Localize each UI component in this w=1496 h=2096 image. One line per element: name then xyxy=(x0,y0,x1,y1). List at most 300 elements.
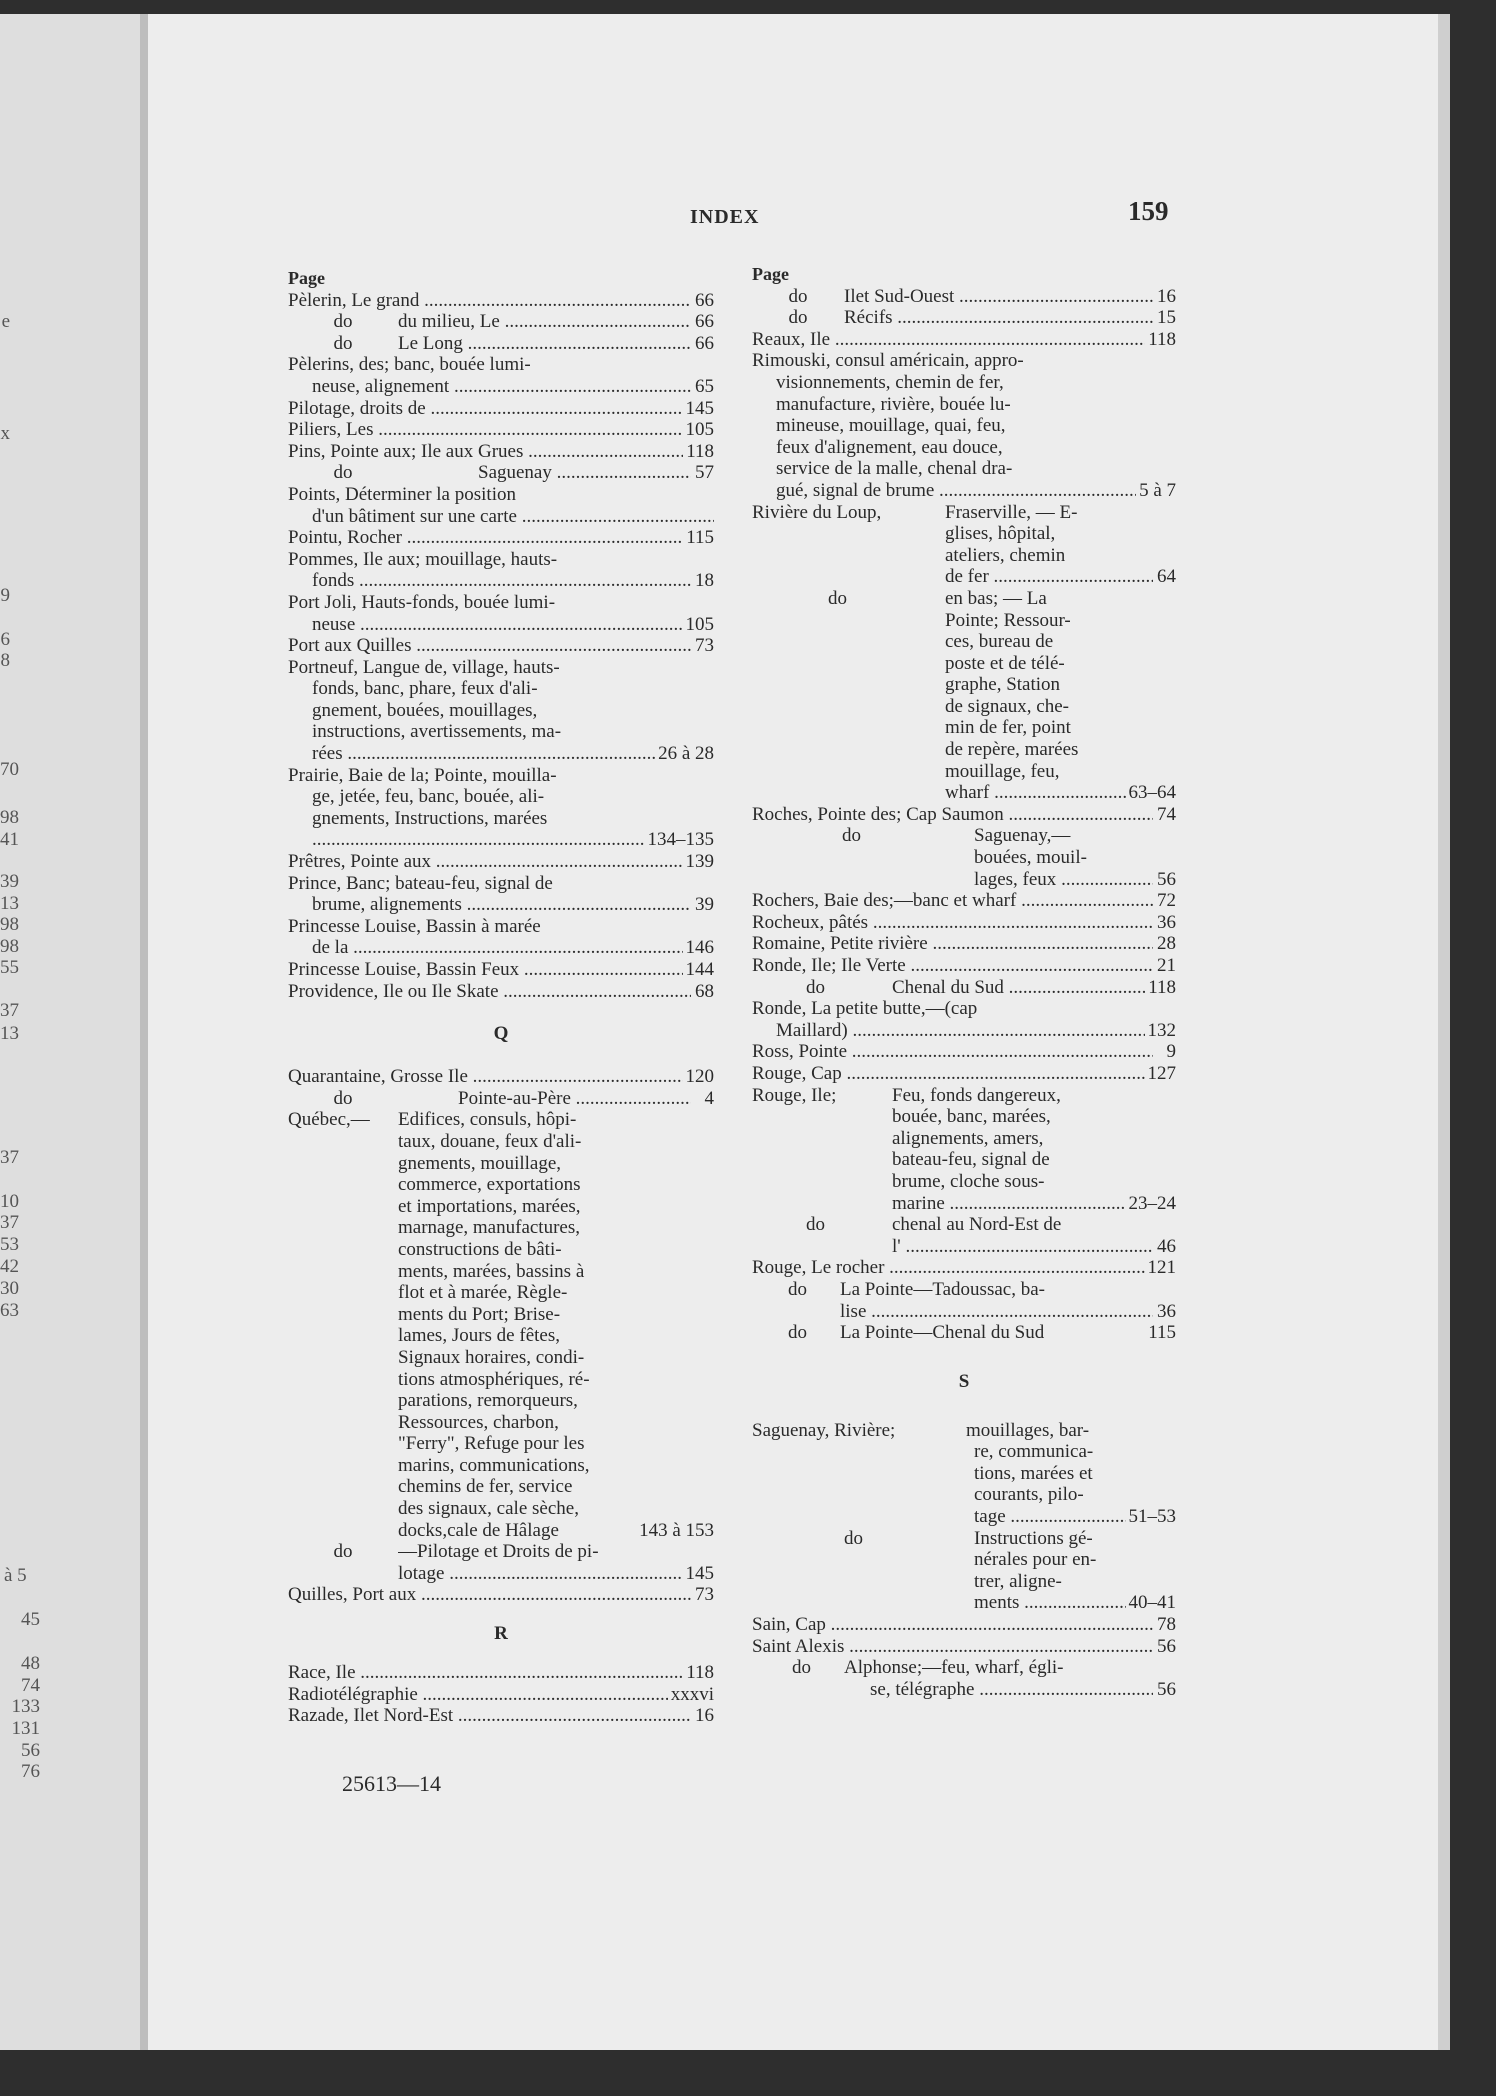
entry-text: re, communica- xyxy=(974,1441,1094,1463)
entry-text: Chenal du Sud ..... xyxy=(892,977,1145,999)
index-entry xyxy=(288,1066,714,1088)
index-entry xyxy=(288,506,714,528)
entry-text: do xyxy=(333,311,353,333)
index-entry xyxy=(288,1584,714,1606)
index-entry xyxy=(288,1196,714,1218)
index-entry xyxy=(752,502,1176,524)
page-reference: xxxvi xyxy=(670,1683,714,1705)
index-entry xyxy=(288,1088,714,1110)
index-entry xyxy=(752,782,1176,804)
entry-text: docks,cale de Hâlage xyxy=(398,1519,559,1541)
margin-number: 48 xyxy=(21,1653,40,1674)
margin-number: 39 xyxy=(0,871,19,892)
margin-number: 8 xyxy=(0,650,10,671)
index-entry xyxy=(288,1684,714,1706)
index-entry xyxy=(752,588,1176,610)
entry-text: Piliers, Les ..... xyxy=(288,419,683,441)
index-entry xyxy=(752,1614,1176,1636)
page-reference: 73 xyxy=(695,1584,714,1606)
entry-text: d'un bâtiment sur une carte ..... xyxy=(312,506,714,528)
margin-number: 30 xyxy=(0,1278,19,1299)
entry-text: do xyxy=(788,307,808,329)
index-entry xyxy=(288,462,714,484)
entry-text: Saint Alexis ..... xyxy=(752,1636,1153,1658)
page-reference: 134–135 xyxy=(647,829,714,851)
margin-number: 37 xyxy=(0,1212,19,1233)
entry-text: courants, pilo- xyxy=(974,1484,1084,1506)
index-entry xyxy=(288,1217,714,1239)
entry-text: Quarantaine, Grosse Ile ..... xyxy=(288,1066,683,1088)
index-entry xyxy=(752,933,1176,955)
margin-number: 63 xyxy=(0,1300,19,1321)
index-entry xyxy=(288,916,714,938)
margin-number: e xyxy=(1,311,10,332)
index-entry xyxy=(752,1020,1176,1042)
right-page-edge xyxy=(1438,14,1450,2050)
margin-number: à 5 xyxy=(4,1565,27,1586)
index-entry xyxy=(752,847,1176,869)
entry-text: chemins de fer, service xyxy=(398,1476,573,1498)
index-entry xyxy=(752,653,1176,675)
entry-text: chenal au Nord-Est de xyxy=(892,1214,1062,1236)
entry-text: do xyxy=(806,976,825,998)
page-reference: 40–41 xyxy=(1128,1592,1176,1614)
index-entry xyxy=(288,398,714,420)
page-reference: 66 xyxy=(695,289,714,311)
page-reference: 145 xyxy=(685,397,714,419)
entry-text: Prêtres, Pointe aux ..... xyxy=(288,851,683,873)
entry-text xyxy=(312,829,645,851)
section-letter-q: Q xyxy=(493,1023,509,1045)
entry-text: ces, bureau de xyxy=(945,631,1054,653)
index-entry xyxy=(288,1520,714,1542)
entry-text: Rochers, Baie des;—banc et wharf ..... xyxy=(752,890,1153,912)
entry-text: tions atmosphériques, ré- xyxy=(398,1368,590,1390)
entry-text: instructions, avertissements, ma- xyxy=(312,721,562,743)
entry-text: Princesse Louise, Bassin à marée xyxy=(288,915,541,937)
entry-text: wharf ..... xyxy=(945,782,1126,804)
entry-text: Pilotage, droits de ..... xyxy=(288,398,683,420)
entry-text: Fraserville, — E- xyxy=(945,501,1078,523)
page-reference: 132 xyxy=(1147,1019,1176,1041)
index-entry xyxy=(288,765,714,787)
entry-text: Rouge, Cap ..... xyxy=(752,1063,1145,1085)
index-entry xyxy=(752,1171,1176,1193)
index-entry xyxy=(288,1347,714,1369)
page-column-heading: Page xyxy=(288,268,325,288)
entry-text: marins, communications, xyxy=(398,1454,590,1476)
entry-text: Ronde, La petite butte,—(cap xyxy=(752,998,978,1020)
index-entry xyxy=(288,290,714,312)
margin-number: 42 xyxy=(0,1256,19,1277)
entry-text: Québec,— xyxy=(288,1109,370,1131)
entry-text: do xyxy=(792,1657,811,1679)
index-entry xyxy=(288,829,714,851)
entry-text: de signaux, che- xyxy=(945,695,1069,717)
entry-text: Pointe-au-Père ..... xyxy=(398,1088,691,1110)
entry-text: Instructions gé- xyxy=(974,1527,1093,1549)
index-entry xyxy=(288,678,714,700)
entry-text: Romaine, Petite rivière ..... xyxy=(752,933,1153,955)
entry-text: poste et de télé- xyxy=(945,652,1065,674)
index-entry xyxy=(288,1282,714,1304)
index-entry xyxy=(752,1322,1176,1344)
entry-text: do xyxy=(842,825,861,847)
index-entry xyxy=(752,307,1176,329)
page-reference: 64 xyxy=(1157,566,1176,588)
entry-text: ments ..... xyxy=(974,1592,1126,1614)
entry-text: gnements, mouillage, xyxy=(398,1152,562,1174)
entry-text: Alphonse;—feu, wharf, égli- xyxy=(844,1657,1064,1679)
page-reference: 18 xyxy=(695,570,714,592)
index-entry xyxy=(288,1541,714,1563)
index-entry xyxy=(752,1041,1176,1063)
entry-text: de la ..... xyxy=(312,937,683,959)
entry-text: Points, Déterminer la position xyxy=(288,483,516,505)
margin-number: 10 xyxy=(0,1191,19,1212)
page-reference: 28 xyxy=(1157,933,1176,955)
index-entry xyxy=(288,311,714,333)
entry-text: taux, douane, feux d'ali- xyxy=(398,1130,582,1152)
entry-text: Ressources, charbon, xyxy=(398,1411,559,1433)
entry-text: Saguenay,— xyxy=(974,825,1071,847)
index-entry xyxy=(288,1153,714,1175)
entry-text: lages, feux ..... xyxy=(974,869,1153,891)
page-reference: 65 xyxy=(695,375,714,397)
margin-number: 9 xyxy=(0,585,10,606)
index-entry xyxy=(288,959,714,981)
entry-text: ments du Port; Brise- xyxy=(398,1303,561,1325)
page-reference: 118 xyxy=(686,1662,714,1684)
index-entry xyxy=(752,869,1176,891)
index-entry xyxy=(752,1257,1176,1279)
index-entry xyxy=(752,394,1176,416)
entry-text: flot et à marée, Règle- xyxy=(398,1282,568,1304)
index-entry xyxy=(288,937,714,959)
entry-text: Portneuf, Langue de, village, hauts- xyxy=(288,656,560,678)
entry-text: Maillard) ..... xyxy=(776,1020,1145,1042)
page-reference: 56 xyxy=(1157,868,1176,890)
entry-text: commerce, exportations xyxy=(398,1174,581,1196)
index-entry xyxy=(752,1657,1176,1679)
page-reference: 36 xyxy=(1157,1300,1176,1322)
entry-text: mouillage, feu, xyxy=(945,760,1060,782)
index-entry xyxy=(288,1239,714,1261)
entry-text: Pointu, Rocher ..... xyxy=(288,527,683,549)
entry-text: Saguenay, Rivière; xyxy=(752,1419,896,1441)
index-column-left xyxy=(288,268,714,1727)
index-entry xyxy=(752,739,1176,761)
index-entry xyxy=(752,1279,1176,1301)
entry-text: do xyxy=(333,332,353,354)
index-entry xyxy=(752,1106,1176,1128)
page-reference: 46 xyxy=(1157,1235,1176,1257)
margin-number: 37 xyxy=(0,1000,19,1021)
entry-text: Radiotélégraphie ..... xyxy=(288,1684,668,1706)
entry-text: tage ..... xyxy=(974,1506,1126,1528)
entry-text: Princesse Louise, Bassin Feux ..... xyxy=(288,959,683,981)
index-entry xyxy=(288,786,714,808)
index-entry xyxy=(752,1571,1176,1593)
entry-text: feux d'alignement, eau douce, xyxy=(776,436,1003,458)
entry-text: Rivière du Loup, xyxy=(752,501,882,523)
margin-number: 37 xyxy=(0,1147,19,1168)
index-entry xyxy=(288,635,714,657)
index-entry xyxy=(288,721,714,743)
entry-text: neuse, alignement ..... xyxy=(312,376,691,398)
page-title: INDEX xyxy=(690,206,760,228)
entry-text: lise ..... xyxy=(840,1301,1153,1323)
index-entry xyxy=(288,527,714,549)
margin-number: 133 xyxy=(11,1696,40,1717)
entry-text: manufacture, rivière, bouée lu- xyxy=(776,393,1011,415)
page-reference: 21 xyxy=(1157,955,1176,976)
entry-text: l' ..... xyxy=(892,1236,1153,1258)
entry-text: trer, aligne- xyxy=(974,1570,1062,1592)
page-reference: 73 xyxy=(695,635,714,657)
entry-text: Edifices, consuls, hôpi- xyxy=(398,1109,577,1131)
entry-text: bouées, mouil- xyxy=(974,847,1087,869)
index-entry xyxy=(752,717,1176,739)
index-entry xyxy=(288,419,714,441)
margin-number: 56 xyxy=(21,1740,40,1761)
entry-text: Rocheux, pâtés ..... xyxy=(752,912,1153,934)
index-entry xyxy=(752,998,1176,1020)
entry-text: Pèlerin, Le grand ..... xyxy=(288,290,691,312)
index-entry xyxy=(288,1476,714,1498)
page-reference: 66 xyxy=(695,311,714,333)
page-reference: 118 xyxy=(1148,328,1176,350)
entry-text: Saguenay ..... xyxy=(398,462,691,484)
index-entry xyxy=(288,570,714,592)
entry-text: do xyxy=(788,1322,807,1344)
entry-text: "Ferry", Refuge pour les xyxy=(398,1433,585,1455)
index-entry xyxy=(752,1063,1176,1085)
entry-text: Prince, Banc; bateau-feu, signal de xyxy=(288,872,553,894)
index-entry xyxy=(752,955,1176,977)
page-reference: 118 xyxy=(686,440,714,462)
entry-text: tions, marées et xyxy=(974,1462,1093,1484)
entry-text: marnage, manufactures, xyxy=(398,1217,580,1239)
entry-text: visionnements, chemin de fer, xyxy=(776,371,1004,393)
margin-number: 98 xyxy=(0,914,19,935)
entry-text: Pointe; Ressour- xyxy=(945,609,1071,631)
page-reference: 121 xyxy=(1147,1257,1176,1279)
index-entry xyxy=(752,1549,1176,1571)
index-entry xyxy=(752,1193,1176,1215)
entry-text: constructions de bâti- xyxy=(398,1238,562,1260)
entry-text: des signaux, cale sèche, xyxy=(398,1498,579,1520)
index-entry xyxy=(288,441,714,463)
page-reference: 145 xyxy=(685,1562,714,1584)
entry-text: de repère, marées xyxy=(945,739,1079,761)
index-entry xyxy=(752,610,1176,632)
scan-right-border xyxy=(1450,14,1496,2050)
index-entry xyxy=(752,1128,1176,1150)
index-entry xyxy=(752,1592,1176,1614)
index-entry xyxy=(752,1301,1176,1323)
page-reference: 72 xyxy=(1157,890,1176,912)
page-reference: 118 xyxy=(1148,976,1176,998)
margin-number: 55 xyxy=(0,957,19,978)
entry-text: Signaux horaires, condi- xyxy=(398,1346,585,1368)
page-reference: 51–53 xyxy=(1128,1506,1176,1528)
index-entry xyxy=(752,350,1176,372)
index-entry xyxy=(752,804,1176,826)
entry-text: Port aux Quilles ..... xyxy=(288,635,691,657)
entry-text: gnement, bouées, mouillages, xyxy=(312,699,538,721)
page-reference: 115 xyxy=(686,527,714,549)
entry-text: de fer ..... xyxy=(945,566,1153,588)
index-entry xyxy=(752,523,1176,545)
entry-text: gnements, Instructions, marées xyxy=(312,807,548,829)
index-entry xyxy=(752,480,1176,502)
entry-text: do xyxy=(788,285,808,307)
scan-top-border xyxy=(0,0,1496,14)
margin-number: 53 xyxy=(0,1234,19,1255)
entry-text: bateau-feu, signal de xyxy=(892,1149,1050,1171)
page-reference: 78 xyxy=(1157,1614,1176,1636)
scan-bottom-border xyxy=(0,2050,1496,2096)
page-number: 159 xyxy=(1128,196,1169,226)
entry-text: fonds, banc, phare, feux d'ali- xyxy=(312,678,538,700)
entry-text: Port Joli, Hauts-fonds, bouée lumi- xyxy=(288,591,556,613)
index-entry xyxy=(752,977,1176,999)
index-entry xyxy=(752,1506,1176,1528)
entry-text: Prairie, Baie de la; Pointe, mouilla- xyxy=(288,764,557,786)
entry-text: do xyxy=(844,1527,863,1549)
entry-text: —Pilotage et Droits de pi- xyxy=(398,1541,599,1563)
entry-text: do xyxy=(828,587,847,609)
index-entry xyxy=(752,458,1176,480)
page-reference: 66 xyxy=(695,332,714,354)
entry-text: Ilet Sud-Ouest ..... xyxy=(844,286,1153,308)
entry-text: Roches, Pointe des; Cap Saumon ..... xyxy=(752,804,1153,826)
entry-text: mouillages, bar- xyxy=(966,1419,1090,1441)
index-entry xyxy=(752,761,1176,783)
entry-text: do xyxy=(806,1214,825,1236)
entry-text: Rouge, Ile; xyxy=(752,1084,837,1106)
page-column-heading: Page xyxy=(752,264,789,284)
entry-text: parations, remorqueurs, xyxy=(398,1390,578,1412)
entry-text: gué, signal de brume ..... xyxy=(776,480,1136,502)
index-entry xyxy=(288,1563,714,1585)
page-reference: 26 à 28 xyxy=(658,743,714,765)
page-reference: 120 xyxy=(685,1066,714,1088)
index-entry xyxy=(752,674,1176,696)
index-column-right xyxy=(752,264,1176,1700)
entry-text: Récifs ..... xyxy=(844,307,1153,329)
entry-text: Ronde, Ile; Ile Verte ..... xyxy=(752,955,1153,977)
page-reference: 16 xyxy=(695,1705,714,1727)
entry-text: lames, Jours de fêtes, xyxy=(398,1325,560,1347)
page-reference: 16 xyxy=(1157,285,1176,307)
page-reference: 23–24 xyxy=(1128,1192,1176,1214)
entry-text: neuse ..... xyxy=(312,614,683,636)
index-entry xyxy=(752,372,1176,394)
index-entry xyxy=(752,1679,1176,1701)
index-entry xyxy=(752,286,1176,308)
margin-number: 98 xyxy=(0,807,19,828)
entry-text: se, télégraphe ..... xyxy=(870,1679,1153,1701)
entry-text: ge, jetée, feu, banc, bouée, ali- xyxy=(312,786,545,808)
book-spine xyxy=(140,14,148,2050)
printer-code: 25613—14 xyxy=(342,1771,441,1796)
page-reference: 39 xyxy=(695,894,714,916)
entry-text: rées ..... xyxy=(312,743,655,765)
page-reference: 63–64 xyxy=(1128,782,1176,804)
index-entry xyxy=(752,437,1176,459)
entry-text: Le Long ..... xyxy=(398,333,691,355)
index-entry xyxy=(288,1109,714,1131)
entry-text: La Pointe—Chenal du Sud xyxy=(840,1322,1045,1344)
index-entry xyxy=(752,415,1176,437)
index-entry xyxy=(752,1085,1176,1107)
index-entry xyxy=(288,981,714,1003)
index-entry xyxy=(752,1236,1176,1258)
page-reference: 56 xyxy=(1157,1635,1176,1657)
page-reference: 115 xyxy=(1148,1322,1176,1344)
margin-number: 45 xyxy=(21,1609,40,1630)
index-entry xyxy=(288,1369,714,1391)
entry-text: marine ..... xyxy=(892,1193,1126,1215)
margin-number: 13 xyxy=(0,1023,19,1044)
entry-text: Sain, Cap ..... xyxy=(752,1614,1153,1636)
entry-text: Rimouski, consul américain, appro- xyxy=(752,350,1024,372)
entry-text: La Pointe—Tadoussac, ba- xyxy=(840,1278,1045,1300)
index-entry xyxy=(288,1498,714,1520)
page-reference: 127 xyxy=(1147,1062,1176,1084)
index-entry xyxy=(288,592,714,614)
page-reference: 143 à 153 xyxy=(639,1519,714,1541)
entry-text: lotage ..... xyxy=(398,1563,683,1585)
entry-text: fonds ..... xyxy=(312,570,691,592)
index-entry xyxy=(752,1463,1176,1485)
page-reference: 5 à 7 xyxy=(1139,479,1176,501)
entry-text: Providence, Ile ou Ile Skate ..... xyxy=(288,981,691,1003)
entry-text: do xyxy=(333,1541,353,1563)
index-entry xyxy=(288,354,714,376)
page-reference: 105 xyxy=(685,419,714,441)
entry-text: nérales pour en- xyxy=(974,1549,1097,1571)
margin-number: 76 xyxy=(21,1761,40,1782)
entry-text: Feu, fonds dangereux, xyxy=(892,1084,1061,1106)
index-entry xyxy=(752,545,1176,567)
page-reference: 68 xyxy=(695,980,714,1002)
margin-number: 6 xyxy=(0,629,10,650)
index-entry xyxy=(288,1131,714,1153)
page-reference: 57 xyxy=(695,462,714,484)
index-entry xyxy=(752,912,1176,934)
entry-text: brume, alignements ..... xyxy=(312,894,691,916)
index-entry xyxy=(752,1149,1176,1171)
page-reference: 74 xyxy=(1157,803,1176,825)
index-entry xyxy=(288,1325,714,1347)
index-entry xyxy=(288,614,714,636)
index-entry xyxy=(288,1390,714,1412)
index-entry xyxy=(288,873,714,895)
index-entry xyxy=(288,376,714,398)
page-reference: 105 xyxy=(685,613,714,635)
index-entry xyxy=(288,333,714,355)
margin-number: 74 xyxy=(21,1675,40,1696)
page-reference: 36 xyxy=(1157,911,1176,933)
index-entry xyxy=(752,696,1176,718)
entry-text: mineuse, mouillage, quai, feu, xyxy=(776,415,1006,437)
entry-text: ments, marées, bassins à xyxy=(398,1260,585,1282)
index-entry xyxy=(288,657,714,679)
index-entry xyxy=(752,1484,1176,1506)
